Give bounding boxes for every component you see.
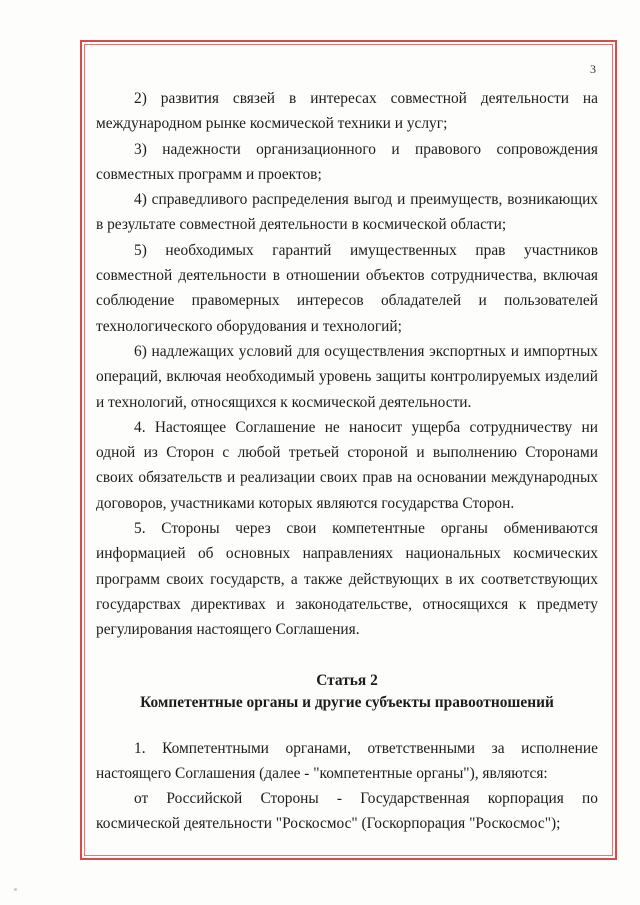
clause-6: 6) надлежащих условий для осуществления экспортных и импортных операций, включая необходимый уровень защиты контролируемых изделий и технологий, относящихся к космической деятельности.	[96, 342, 598, 411]
clause-3: 3) надежности организационного и правового сопровождения совместных программ и проектов;	[96, 140, 598, 183]
document-body	[96, 86, 598, 837]
article2-russian-side: от Российской Стороны - Государственная корпорация по космической деятельности "Роскосмос" (Госкорпорация "Роскосмос");	[96, 790, 598, 833]
paragraph-4: 4. Настоящее Соглашение не наносит ущерба сотрудничеству ни одной из Сторон с любой третьей стороной и выполнению Сторонами своих обязательств и реализации своих прав на основании международных договоров, участниками которых являются государства Сторон.	[96, 418, 598, 512]
article2-paragraph-1: 1. Компетентными органами, ответственными за исполнение настоящего Соглашения (далее - "компетентные органы"), являются:	[96, 739, 598, 782]
paragraph-5: 5. Стороны через свои компетентные органы обмениваются информацией об основных направлениях национальных космических программ своих государств, а также действующих в их соответствующих государствах директивах и законодательстве, относящихся к предмету регулирования настоящего Соглашения.	[96, 520, 598, 639]
page-number: 3	[590, 62, 596, 76]
clause-2: 2) развития связей в интересах совместной деятельности на международном рынке космической техники и услуг;	[96, 90, 598, 133]
clause-4: 4) справедливого распределения выгод и преимуществ, возникающих в результате совместной деятельности в космической области;	[96, 191, 598, 234]
article-subtitle: Компетентные органы и другие субъекты правоотношений	[140, 693, 554, 711]
scan-speck	[14, 888, 17, 891]
article-title: Статья 2	[316, 671, 378, 689]
clause-5: 5) необходимых гарантий имущественных прав участников совместной деятельности в отношении объектов сотрудничества, включая соблюдение правомерных интересов обладателей и пользователей технологического оборудования и технологий;	[96, 241, 598, 335]
